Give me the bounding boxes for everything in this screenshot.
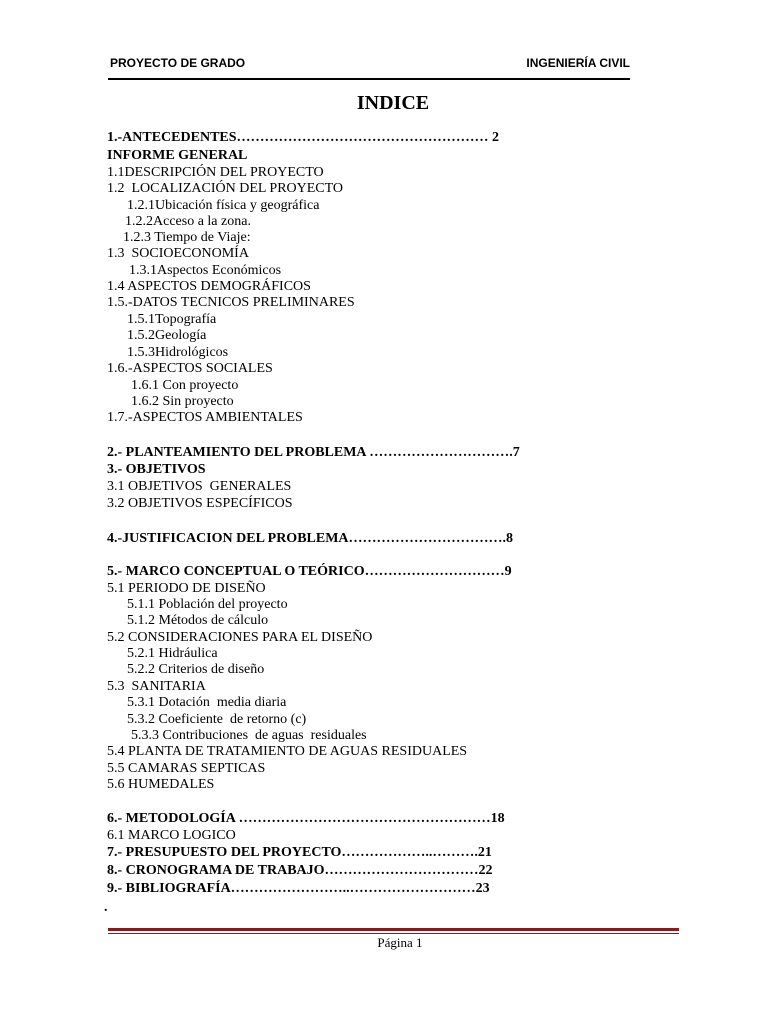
toc-entry: 1.7.-ASPECTOS AMBIENTALES — [107, 410, 303, 425]
toc-entry: 5.1 PERIODO DE DISEÑO — [107, 581, 266, 596]
toc-entry: 5.4 PLANTA DE TRATAMIENTO DE AGUAS RESIDUALES — [107, 744, 468, 759]
toc-entry: 3.2 OBJETIVOS ESPECÍFICOS — [107, 496, 293, 511]
toc-entry: 5.3.3 Contribuciones de aguas residuales — [131, 728, 367, 743]
toc-entry: 1.3 SOCIOECONOMÍA — [107, 246, 249, 261]
toc-entry: 3.- OBJETIVOS — [107, 462, 206, 477]
toc-entry: 1.5.-DATOS TECNICOS PRELIMINARES — [107, 295, 355, 310]
header-divider — [108, 78, 630, 80]
toc-entry: 5.3.2 Coeficiente de retorno (c) — [127, 712, 307, 727]
toc-entry: INFORME GENERAL — [107, 148, 248, 163]
toc-entry: 1.4 ASPECTOS DEMOGRÁFICOS — [107, 279, 311, 294]
toc-entry: 1.5.2Geología — [127, 328, 207, 343]
page-title: INDICE — [356, 92, 430, 114]
toc-entry: 1.3.1Aspectos Económicos — [129, 263, 282, 278]
header-project-label: PROYECTO DE GRADO — [110, 56, 246, 70]
toc-entry: 4.-JUSTIFICACION DEL PROBLEMA…………………………….8 — [107, 531, 514, 546]
toc-entry: 8.- CRONOGRAMA DE TRABAJO……………………………22 — [107, 863, 493, 878]
toc-entry: 5.6 HUMEDALES — [107, 777, 215, 792]
toc-entry: 1.-ANTECEDENTES……………………………………………… 2 — [107, 130, 500, 145]
toc-entry: 5.2.2 Criterios de diseño — [127, 662, 265, 677]
toc-entry: 9.- BIBLIOGRAFÍA……………………..………………………23 — [107, 881, 490, 896]
toc-entry: 1.2.3 Tiempo de Viaje: — [123, 230, 251, 245]
toc-entry: 1.1DESCRIPCIÓN DEL PROYECTO — [107, 165, 324, 180]
toc-entry: 6.- METODOLOGÍA ………………………………………………18 — [107, 811, 505, 826]
toc-entry: 1.2.1Ubicación física y geográfica — [127, 198, 320, 213]
toc-entry: 1.6.-ASPECTOS SOCIALES — [107, 361, 273, 376]
trailing-period: . — [104, 900, 108, 915]
toc-entry: 5.3.1 Dotación media diaria — [127, 695, 287, 710]
toc-entry: 1.5.3Hidrológicos — [127, 345, 229, 360]
toc-entry: 1.6.1 Con proyecto — [131, 378, 239, 393]
toc-entry: 5.1.2 Métodos de cálculo — [127, 613, 269, 628]
page-number: Página 1 — [377, 935, 423, 950]
toc-entry: 6.1 MARCO LOGICO — [107, 828, 236, 843]
toc-entry: 5.2.1 Hidráulica — [127, 646, 218, 661]
header-department-label: INGENIERÍA CIVIL — [526, 56, 630, 70]
toc-entry: 5.- MARCO CONCEPTUAL O TEÓRICO…………………………9 — [107, 564, 512, 579]
toc-entry: 1.5.1Topografía — [127, 312, 217, 327]
toc-entry: 5.3 SANITARIA — [107, 679, 206, 694]
toc-entry: 3.1 OBJETIVOS GENERALES — [107, 479, 292, 494]
toc-entry: 1.6.2 Sin proyecto — [131, 394, 234, 409]
toc-entry: 2.- PLANTEAMIENTO DEL PROBLEMA ………………………….7 — [107, 445, 520, 460]
toc-entry: 1.2.2Acceso a la zona. — [125, 214, 251, 229]
footer-divider-thick — [108, 928, 679, 931]
toc-entry: 5.2 CONSIDERACIONES PARA EL DISEÑO — [107, 630, 373, 645]
footer-divider-thin — [108, 933, 679, 934]
toc-entry: 7.- PRESUPUESTO DEL PROYECTO………………..……….21 — [107, 845, 492, 860]
toc-entry: 5.5 CAMARAS SEPTICAS — [107, 761, 266, 776]
page-header — [108, 56, 630, 72]
toc-entry: 5.1.1 Población del proyecto — [127, 597, 288, 612]
toc-entry: 1.2 LOCALIZACIÓN DEL PROYECTO — [107, 181, 344, 196]
